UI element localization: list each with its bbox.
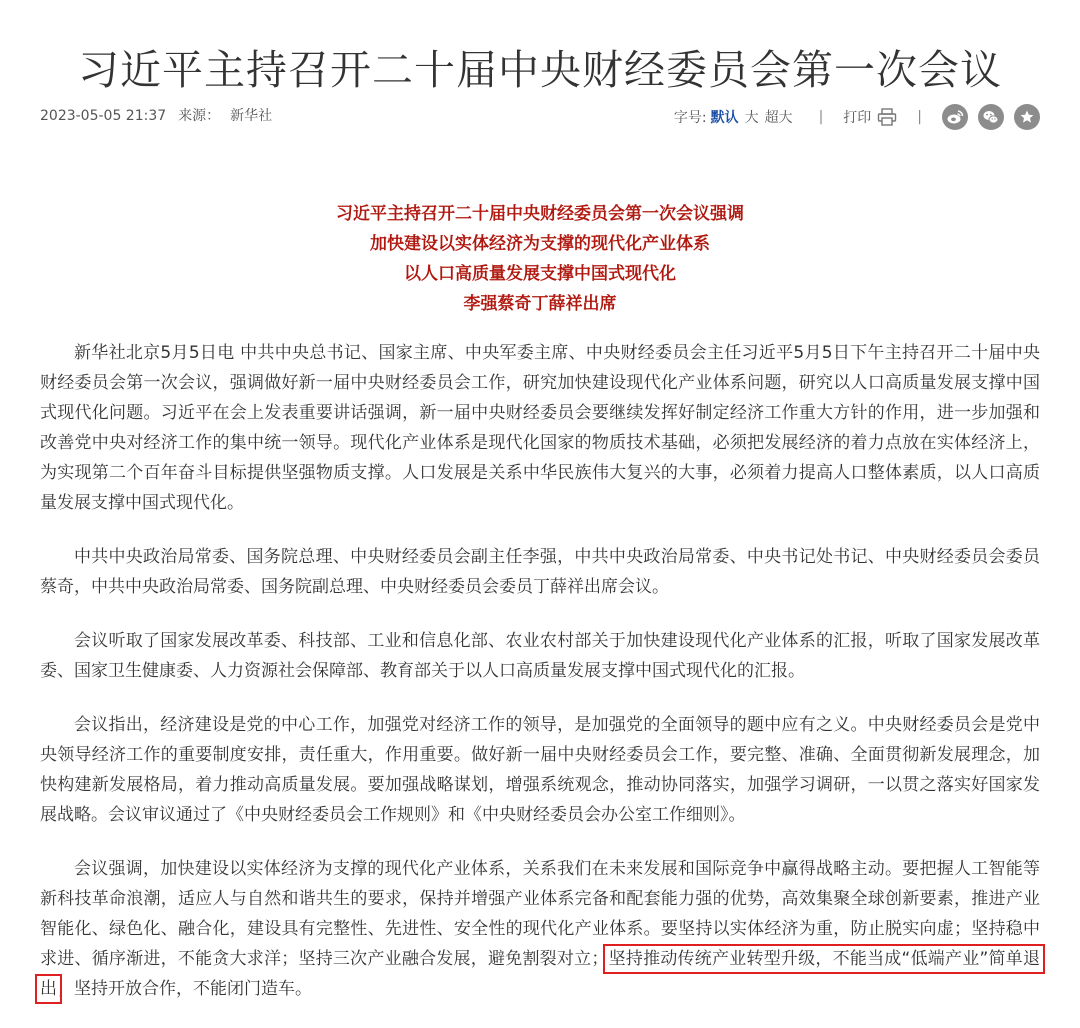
- article-toolbar: [674, 102, 1040, 132]
- article-body: [40, 338, 1040, 1028]
- print-label: 打印: [843, 110, 872, 126]
- favorite-icon[interactable]: [1014, 104, 1040, 130]
- article-headline: [0, 199, 1080, 319]
- wechat-icon[interactable]: [978, 104, 1004, 130]
- article-paragraph: 中共中央政治局常委、国务院总理、中央财经委员会副主任李强，中共中央政治局常委、中央书记处书记、中央财经委员会委员蔡奇，中共中央政治局常委、国务院副总理、中央财经委员会委员丁薛祥出席会议。: [40, 547, 1040, 597]
- toolbar-divider: |: [917, 109, 922, 125]
- paragraph-text: 会议强调，加快建设以实体经济为支撑的现代化产业体系，关系我们在未来发展和国际竞争中赢得战略主动。要把握人工智能等新科技革命浪潮，适应人与自然和谐共生的要求，保持并增强产业体系完备和配套能力强的优势，高效集聚全球创新要素，推进产业智能化、绿色化、融合化，建设具有完整性、先进性、安全性的现代化产业体系。要坚持以实体经济为重，防止脱实向虚；坚持稳中求进、循序渐进，不能贪大求洋；坚持三次产业融合发展，避免割裂对立；: [40, 859, 1040, 969]
- article-paragraph: 会议指出，经济建设是党的中心工作，加强党对经济工作的领导，是加强党的全面领导的题中应有之义。中央财经委员会是党中央领导经济工作的重要制度安排，责任重大，作用重要。做好新一届中央财经委员会工作，要完整、准确、全面贯彻新发展理念，加快构建新发展格局，着力推动高质量发展。要加强战略谋划，增强系统观念，推动协同落实，加强学习调研，一以贯之落实好国家发展战略。会议审议通过了《中央财经委员会工作规则》和《中央财经委员会办公室工作细则》。: [40, 715, 1040, 825]
- headline-line: 以人口高质量发展支撑中国式现代化: [404, 264, 676, 284]
- highlighted-sentence: 坚持推动传统产业转型升级，不能当成“低端产业”简单退出: [40, 949, 1040, 999]
- article-meta: [40, 106, 1040, 130]
- headline-line: 习近平主持召开二十届中央财经委员会第一次会议强调: [336, 204, 744, 224]
- source-name: 新华社: [230, 108, 273, 124]
- paragraph-text: ；坚持开放合作，不能闭门造车。: [57, 979, 312, 999]
- article-paragraph-last: [40, 854, 1040, 1004]
- font-size-default-option[interactable]: 默认: [710, 110, 739, 126]
- font-size-xlarge-option[interactable]: 超大: [764, 110, 793, 126]
- font-size-large-option[interactable]: 大: [744, 110, 759, 126]
- weibo-icon[interactable]: [942, 104, 968, 130]
- meta-info: [40, 106, 284, 126]
- print-button[interactable]: [843, 107, 897, 127]
- source-label: 来源：: [178, 108, 221, 124]
- article-paragraph: 新华社北京5月5日电 中共中央总书记、国家主席、中央军委主席、中央财经委员会主任习近平5月5日下午主持召开二十届中央财经委员会第一次会议，强调做好新一届中央财经委员会工作，研究加快建设现代化产业体系问题，研究以人口高质量发展支撑中国式现代化问题。习近平在会上发表重要讲话强调，新一届中央财经委员会要继续发挥好制定经济工作重大方针的作用，进一步加强和改善党中央对经济工作的集中统一领导。现代化产业体系是现代化国家的物质技术基础，必须把发展经济的着力点放在实体经济上，为实现第二个百年奋斗目标提供坚强物质支撑。人口发展是关系中华民族伟大复兴的大事，必须着力提高人口整体素质，以人口高质量发展支撑中国式现代化。: [40, 343, 1040, 513]
- printer-icon: [877, 108, 897, 126]
- font-size-label: 字号:: [673, 110, 707, 126]
- headline-line: 加快建设以实体经济为支撑的现代化产业体系: [370, 234, 710, 254]
- headline-line: 李强蔡奇丁薛祥出席: [463, 294, 617, 314]
- publish-datetime: 2023-05-05 21:37: [40, 108, 167, 124]
- article-paragraph: 会议听取了国家发展改革委、科技部、工业和信息化部、农业农村部关于加快建设现代化产业体系的汇报，听取了国家发展改革委、国家卫生健康委、人力资源社会保障部、教育部关于以人口高质量发展支撑中国式现代化的汇报。: [40, 631, 1040, 681]
- toolbar-divider: |: [818, 109, 824, 125]
- article-title: 习近平主持召开二十届中央财经委员会第一次会议: [78, 46, 1002, 95]
